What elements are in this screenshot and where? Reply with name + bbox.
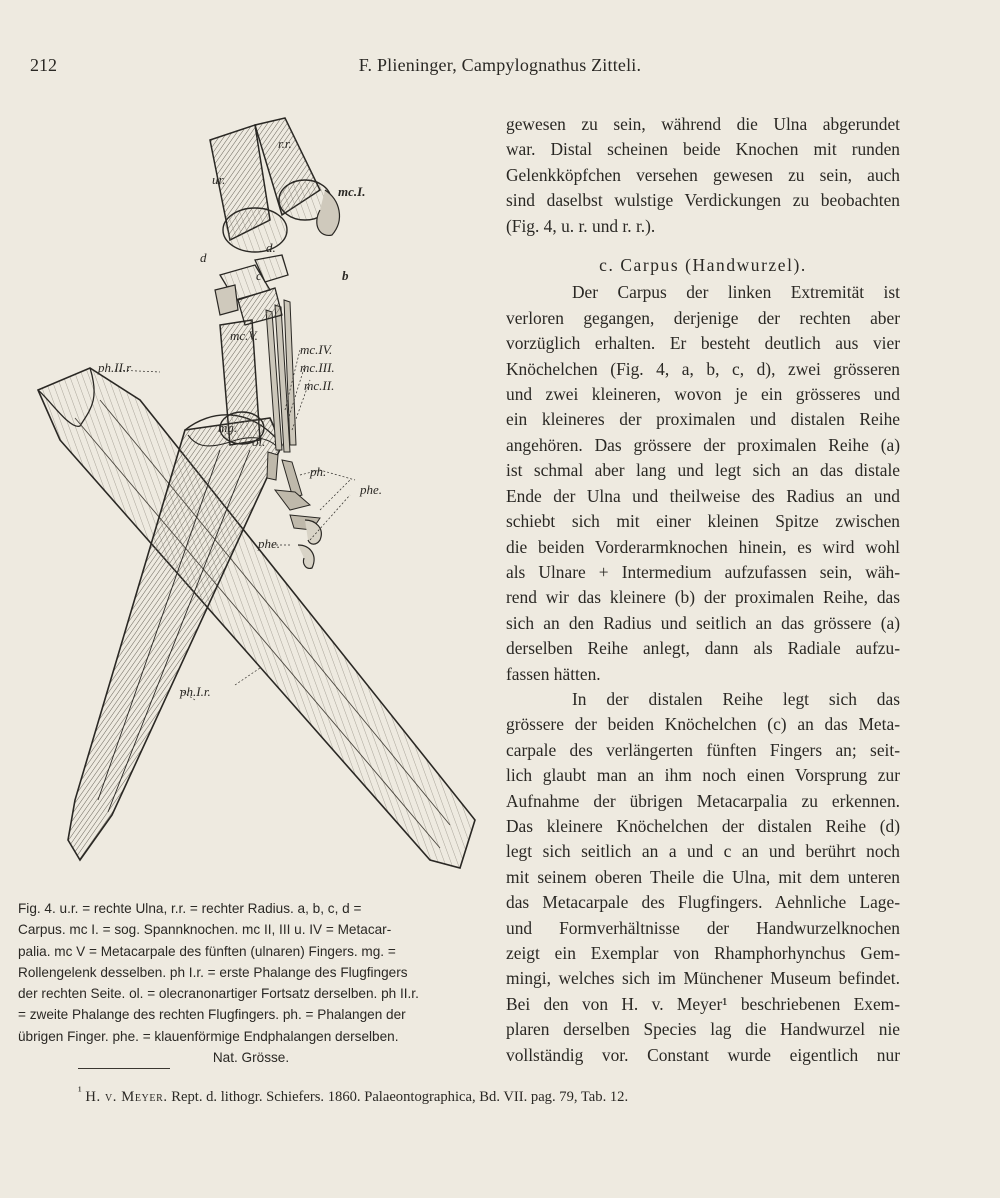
text-line: ein kleineres der proximalen und distalen Reihe — [506, 409, 900, 430]
caption-line: Fig. 4. u.r. = rechte Ulna, r.r. = rechter Radius. a, b, c, d = — [18, 901, 362, 916]
text-line: sich an den Radius und seitlich an das grössere (a) — [506, 612, 900, 633]
caption-line: übrigen Finger. phe. = klauenförmige Endphalangen derselben. — [18, 1028, 399, 1044]
label-d-left: d — [200, 250, 207, 265]
text-line: Bei den von H. v. Meyer¹ beschriebenen Exem- — [506, 993, 900, 1014]
label-mc5: mc.V. — [230, 328, 258, 343]
bone-illustration — [20, 100, 490, 890]
text-line: Aufnahme der übrigen Metacarpalia zu erkennen. — [506, 790, 900, 811]
text-line: Der Carpus der linken Extremität ist — [572, 282, 900, 303]
footnote-text: Rept. d. lithogr. Schiefers. 1860. Palaeontographica, Bd. VII. pag. 79, Tab. 12. — [171, 1088, 629, 1105]
label-mc3: mc.III. — [300, 360, 335, 375]
text-line: die beiden Vorderarmknochen hinein, es wird wohl — [506, 536, 900, 557]
caption-line: Carpus. mc I. = sog. Spannknochen. mc II, III u. IV = Metacar- — [18, 922, 392, 938]
text-line: In der distalen Reihe legt sich das — [572, 688, 900, 709]
text-line: plaren derselben Species lag die Handwurzel nie — [506, 1019, 900, 1040]
label-c: c — [256, 268, 262, 283]
figure-caption — [18, 898, 484, 1068]
figure-4 — [20, 100, 490, 890]
text-line: Gelenkköpfchen versehen gewesen zu sein, auch — [506, 164, 900, 185]
text-line: fassen hätten. — [506, 663, 601, 684]
page-number: 212 — [30, 55, 57, 75]
text-line: angehören. Das grössere der proximalen Reihe (a) — [506, 434, 900, 455]
label-phe-left: phe. — [258, 536, 281, 551]
footnote — [78, 1084, 628, 1106]
text-line: als Ulnare + Intermedium aufzufassen sein, wäh- — [506, 561, 900, 582]
body-text-column — [506, 112, 900, 1068]
text-line: gewesen zu sein, während die Ulna abgerundet — [506, 114, 900, 134]
caption-scale: Nat. Grösse. — [212, 1050, 290, 1066]
text-line: das Metacarpale des Flugfingers. Aehnliche Lage- — [506, 892, 900, 913]
bone-carpals — [215, 255, 288, 325]
text-line: schiebt sich mit einer kleinen Spitze zwischen — [506, 511, 900, 532]
label-d-upper: d. — [266, 240, 276, 255]
text-line: vorzüglich erhalten. Er besteht deutlich aus vier — [506, 333, 900, 354]
label-mc2: mc.II. — [304, 378, 335, 393]
text-line: carpale des verlängerten fünften Fingers an; seit- — [506, 739, 900, 760]
caption-line: der rechten Seite. ol. = olecranonartiger Fortsatz derselben. ph II.r. — [18, 986, 419, 1002]
footnote-marker: ¹ — [78, 1084, 82, 1098]
text-line: (Fig. 4, u. r. und r. r.). — [506, 215, 656, 236]
text-line: lich glaubt man an ihm noch einen Vorsprung zur — [506, 765, 900, 786]
label-ol: ol. — [252, 434, 266, 449]
label-phe-right: phe. — [360, 482, 383, 497]
bone-radius-ulna — [210, 118, 339, 252]
text-line: Ende der Ulna und theilweise des Radius an und — [506, 485, 900, 506]
text-line: Das kleinere Knöchelchen der distalen Reihe (d) — [506, 815, 900, 836]
text-line: legt sich seitlich an a und c an und berührt noch — [506, 841, 900, 862]
text-line: war. Distal scheinen beide Knochen mit runden — [506, 139, 900, 160]
text-line: mingi, welches sich im Münchener Museum befindet. — [506, 968, 900, 989]
footnote-author: H. v. Meyer. — [85, 1088, 168, 1105]
text-line: grössere der beiden Knöchelchen (c) an das Meta- — [506, 714, 900, 735]
text-line: mit seinem oberen Theile die Ulna, mit dem unteren — [506, 866, 900, 887]
text-line: und zwei kleineren, wovon je ein grösseres und — [506, 384, 900, 405]
text-line: derselben Reihe anlegt, dann als Radiale aufzu- — [506, 638, 900, 659]
paragraph-3 — [506, 687, 900, 1068]
caption-line: Rollengelenk desselben. ph I.r. = erste Phalange des Flugfingers — [18, 964, 408, 980]
label-mc4: mc.IV. — [300, 342, 333, 357]
label-mg: mg. — [218, 420, 238, 435]
label-ph: ph. — [310, 464, 327, 479]
label-ph2r: ph.II.r — [98, 360, 132, 375]
running-head: F. Plieninger, Campylognathus Zitteli. — [358, 55, 642, 75]
text-line: sind daselbst wulstige Verdickungen zu beobachten — [506, 190, 900, 211]
text-line: und Formverhältnisse der Handwurzelknochen — [506, 917, 900, 938]
text-line: vollständig vor. Constant wurde eigentlich nur — [506, 1044, 900, 1065]
text-line: Knöchelchen (Fig. 4, a, b, c, d), zwei grösseren — [506, 358, 900, 379]
paragraph-1 — [506, 112, 900, 239]
caption-line: = zweite Phalange des rechten Flugfingers. ph. = Phalangen der — [18, 1007, 406, 1023]
label-ur: ur. — [212, 172, 226, 187]
label-rr: r.r. — [278, 136, 292, 151]
label-ph1r: ph.I.r. — [180, 684, 211, 699]
section-title: c. Carpus (Handwurzel). — [599, 255, 807, 276]
paragraph-2 — [506, 280, 900, 687]
text-line: zeigt ein Exemplar von Rhamphorhynchus Gem- — [506, 943, 900, 963]
label-mc1: mc.I. — [338, 184, 366, 199]
caption-line: palia. mc V = Metacarpale des fünften (ulnaren) Fingers. mg. = — [18, 943, 396, 959]
text-line: verloren gegangen, derjenige der rechten aber — [506, 307, 900, 328]
text-line: ist schmal aber lang und legt sich an das distale — [506, 460, 900, 481]
footnote-rule — [78, 1068, 170, 1069]
text-line: rend wir das kleinere (b) der proximalen Reihe, das — [506, 587, 900, 608]
label-b: b — [342, 268, 349, 283]
